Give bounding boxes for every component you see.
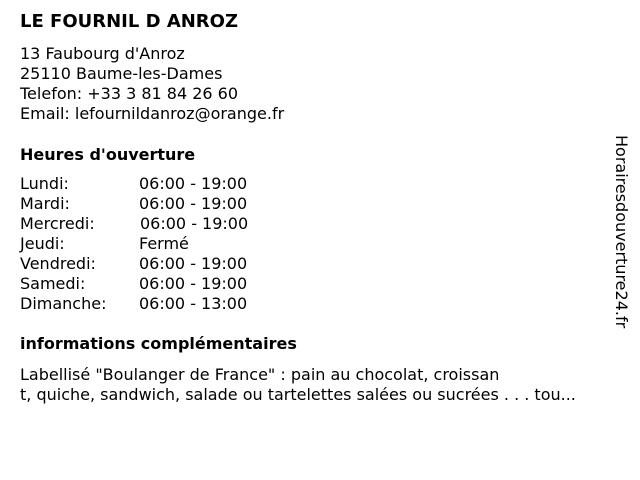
info-line: Labellisé "Boulanger de France" : pain au chocolat, croissan	[20, 365, 500, 384]
info-line: t, quiche, sandwich, salade ou tartelettes salées ou sucrées . . . tou...	[20, 385, 576, 404]
address-city: 25110 Baume-les-Dames	[20, 64, 223, 83]
time-value: Fermé	[139, 234, 189, 253]
opening-hours-heading: Heures d'ouverture	[20, 145, 196, 164]
address-street: 13 Faubourg d'Anroz	[20, 44, 185, 63]
time-value: 06:00 - 19:00	[139, 194, 248, 213]
day-label: Samedi:	[20, 274, 86, 293]
additional-info-heading: informations complémentaires	[20, 334, 297, 353]
time-value: 06:00 - 19:00	[139, 174, 248, 193]
day-label: Mercredi:	[20, 214, 95, 233]
phone-number: Telefon: +33 3 81 84 26 60	[20, 84, 239, 103]
time-value: 06:00 - 19:00	[140, 214, 249, 233]
time-value: 06:00 - 19:00	[139, 254, 248, 273]
additional-info-text	[20, 365, 630, 405]
time-value: 06:00 - 19:00	[139, 274, 248, 293]
day-label: Vendredi:	[20, 254, 96, 273]
shop-name: LE FOURNIL D ANROZ	[20, 11, 239, 32]
day-label: Mardi:	[20, 194, 70, 213]
day-label: Dimanche:	[20, 294, 107, 313]
contact-block	[20, 44, 284, 124]
email-address: Email: lefournildanroz@orange.fr	[20, 104, 285, 123]
watermark-text: Horairesdouverture24.fr	[612, 135, 631, 329]
site-watermark	[612, 135, 630, 345]
business-card	[20, 0, 620, 480]
day-label: Lundi:	[20, 174, 69, 193]
day-label: Jeudi:	[20, 234, 65, 253]
time-value: 06:00 - 13:00	[139, 294, 248, 313]
